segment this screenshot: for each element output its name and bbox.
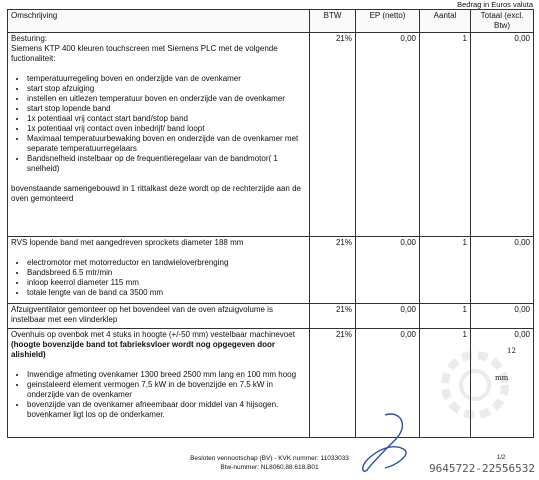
row2-ep: 0,00 xyxy=(356,237,420,304)
list-item: • temperatuurregeling boven en onderzijde van de ovenkamer xyxy=(27,74,306,84)
row2-btw: 21% xyxy=(310,237,356,304)
row2-bullets xyxy=(11,258,306,298)
list-item: • Maximaal temperatuurbewaking boven en onderzijde van de ovenkamer met separate temperatuurregelaars xyxy=(27,134,306,154)
row1-intro-1: Besturing: xyxy=(11,34,48,43)
row1-intro-2: Siemens KTP 400 kleuren touchscreen met Siemens PLC met de volgende fuctionaliteit: xyxy=(11,44,278,63)
row4-bullets xyxy=(11,370,306,420)
list-item: • 1x potentiaal vrij contact oven inbedrijf/ band loopt xyxy=(27,124,306,134)
row4-btw: 21% xyxy=(310,329,356,438)
row4-text-bold: (hoogte bovenzijde band tot fabrieksvloer wordt nog opgegeven door alishield) xyxy=(11,340,276,359)
list-item: • bovenzijde van de ovenkamer afneembaar door middel van 4 hijsogen. bovenkamer ligt los op de onderkamer. xyxy=(27,400,306,420)
row4-aantal: 1 xyxy=(420,329,471,438)
list-item: • electromotor met motorreductor en tandwieloverbrenging xyxy=(27,258,306,268)
row4-description xyxy=(8,329,310,438)
table-row xyxy=(8,237,534,304)
row3-description: Afzuigventilator gemonteer op het bovendeel van de oven afzuigvolume is instelbaar met een vlinderklep xyxy=(8,304,310,329)
row3-btw: 21% xyxy=(310,304,356,329)
row2-aantal: 1 xyxy=(420,237,471,304)
row2-title: RVS lopende band met aangedreven sprockets diameter 188 mm xyxy=(11,238,244,247)
list-item: • start stop lopende band xyxy=(27,104,306,114)
row1-outro: bovenstaande samengebouwd in 1 rittalkast deze wordt op de rechterzijde aan de oven gemonteerd xyxy=(11,184,301,203)
footer-kvk: Besloten vennootschap (BV) - KVK nummer: 11033033 xyxy=(190,455,349,462)
col-header-totaal: Totaal (excl. Btw) xyxy=(471,10,534,33)
list-item: • inloop keerrol diameter 115 mm xyxy=(27,278,306,288)
gear-watermark-icon xyxy=(430,340,520,430)
row1-btw: 21% xyxy=(310,33,356,237)
row1-aantal: 1 xyxy=(420,33,471,237)
list-item: • totale lengte van de band ca 3500 mm xyxy=(27,288,306,298)
col-header-aantal: Aantal xyxy=(420,10,471,33)
footer-btw: Btw-nummer: NL8060.88.618.B01 xyxy=(220,464,319,471)
row4-ep: 0,00 xyxy=(356,329,420,438)
list-item: • Inwendige afmeting ovenkamer 1300 breed 2500 mm lang en 100 mm hoog xyxy=(27,370,306,380)
col-header-btw: BTW xyxy=(310,10,356,33)
table-row xyxy=(8,33,534,237)
list-item: • 1x potentiaal vrij contact start band/stop band xyxy=(27,114,306,124)
side-mark-12: 12 xyxy=(507,347,516,355)
currency-note: Bedrag in Euros valuta xyxy=(457,0,533,9)
list-item: • start stop afzuiging xyxy=(27,84,306,94)
row4-totaal: 0,00 xyxy=(471,329,534,438)
row3-aantal: 1 xyxy=(420,304,471,329)
row4-text xyxy=(11,330,306,360)
row1-bullets-1 xyxy=(11,74,306,174)
row2-description xyxy=(8,237,310,304)
row2-totaal: 0,00 xyxy=(471,237,534,304)
list-item: • instellen en uitlezen temperatuur boven en onderzijde van de ovenkamer xyxy=(27,94,306,104)
table-row xyxy=(8,304,534,329)
row3-ep: 0,00 xyxy=(356,304,420,329)
row3-totaal: 0,00 xyxy=(471,304,534,329)
list-item: • Bandsnelheid instelbaar op de frequentieregelaar van de bandmotor( 1 snelheid) xyxy=(27,154,306,174)
row1-description xyxy=(8,33,310,237)
side-mark-mm: mm xyxy=(495,374,509,382)
document-number: 9645722-22556532 xyxy=(429,462,535,475)
list-item: • Bandsbreed 6.5 mtr/min xyxy=(27,268,306,278)
page-number: 1/2 xyxy=(497,455,506,461)
col-header-ep: EP (netto) xyxy=(356,10,420,33)
list-item: • geinstaleerd element vermogen 7,5 kW in de bovenzijde en 7,5 kW in onderzijde van de ovenkamer xyxy=(27,380,306,400)
col-header-description: Omschrijving xyxy=(8,10,310,33)
table-header-row xyxy=(8,10,534,33)
row4-text-plain: Ovenhuis op ovenbok met 4 stuks in hoogte (+/-50 mm) vestelbaar machinevoet xyxy=(11,330,295,339)
row1-totaal: 0,00 xyxy=(471,33,534,237)
row1-ep: 0,00 xyxy=(356,33,420,237)
